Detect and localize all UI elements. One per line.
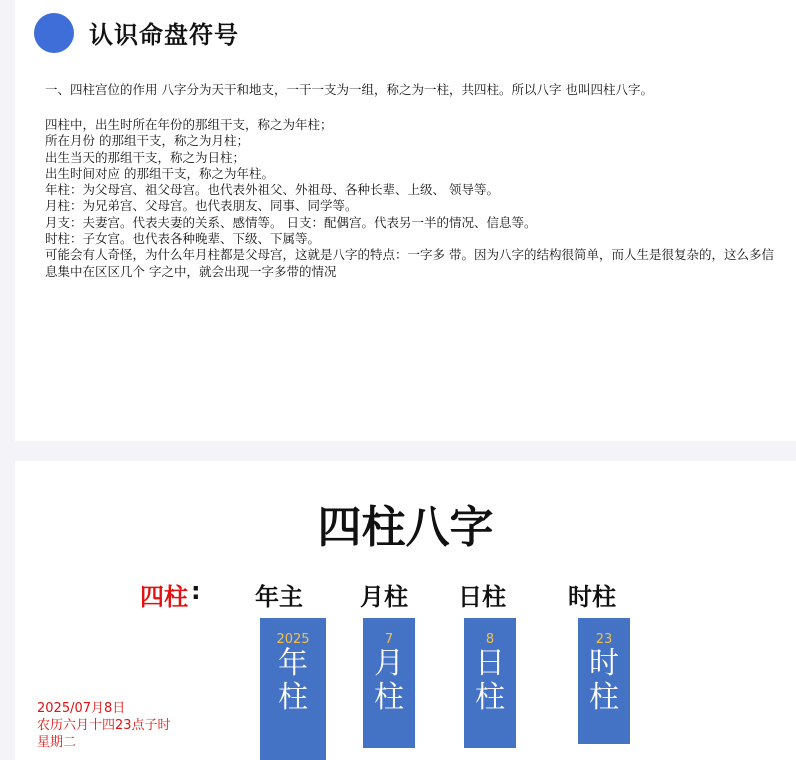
body-line: 可能会有人奇怪，为什么年月柱都是父母宫，这就是八字的特点：一字多 带。因为八字的结构很简单，而人生是很复杂的，这么多信息集中在区区几个 字之中，就会出现一字多带的情况	[45, 247, 774, 279]
column-head-day: 日柱	[458, 583, 506, 611]
pillar-box-day	[464, 618, 516, 748]
pillar-char: 月	[374, 646, 404, 681]
body-line: 出生时间对应 的那组干支，称之为年柱。	[45, 165, 274, 181]
pillar-char: 日	[475, 646, 505, 681]
column-head-hour: 时柱	[568, 583, 616, 611]
pillar-char: 柱	[475, 680, 505, 715]
column-head-year: 年主	[255, 583, 303, 611]
body-line: 月支：夫妻宫。代表夫妻的关系、感情等。 日支：配偶宫。代表另一半的情况、信息等。	[45, 214, 537, 230]
body-line: 月柱：为兄弟宫、父母宫。也代表朋友、同事、同学等。	[45, 198, 358, 214]
pillar-number: 7	[384, 632, 394, 647]
pillar-number: 8	[485, 632, 495, 647]
intro-paragraph: 一、四柱宫位的作用 八字分为天干和地支，一干一支为一组，称之为一柱，共四柱。所以八字 也叫四柱八字。	[45, 82, 653, 97]
body-line: 四柱中，出生时所在年份的那组干支，称之为年柱；	[45, 117, 333, 132]
date-info	[37, 700, 171, 751]
body-line: 出生当天的那组干支，称之为日柱；	[45, 149, 246, 165]
pillar-char: 时	[589, 646, 619, 681]
slide-2	[15, 461, 796, 760]
pillar-box-hour	[578, 618, 630, 744]
slide-1	[15, 0, 796, 441]
pillar-number: 2025	[276, 632, 310, 647]
body-line: 所在月份 的那组干支，称之为月柱；	[45, 133, 249, 149]
pillar-char: 柱	[374, 680, 404, 715]
title-bullet-dot	[34, 13, 74, 53]
pillar-box-month	[363, 618, 415, 748]
slide-2-title: 四柱八字	[317, 502, 494, 553]
pillars-colon: :	[191, 577, 201, 605]
pillar-box-year	[260, 618, 326, 760]
body-line: 年柱：为父母宫、祖父母宫。也代表外祖父、外祖母、各种长辈、上级、 领导等。	[45, 182, 499, 198]
explanation-body	[45, 117, 775, 280]
body-line: 时柱：子女宫。也代表各种晚辈、下级、下属等。	[45, 231, 321, 247]
pillar-char: 年	[278, 646, 308, 681]
pillar-char: 柱	[589, 680, 619, 715]
pillars-label: 四柱	[140, 583, 188, 611]
column-head-month: 月柱	[360, 583, 408, 611]
pillar-number: 23	[595, 632, 613, 647]
pillar-char: 柱	[278, 680, 308, 715]
date-line-lunar: 农历六月十四23点子时	[37, 718, 171, 733]
slide-1-title: 认识命盘符号	[89, 21, 239, 49]
date-line-solar: 2025/07月8日	[37, 701, 126, 716]
date-line-weekday: 星期二	[37, 735, 77, 750]
